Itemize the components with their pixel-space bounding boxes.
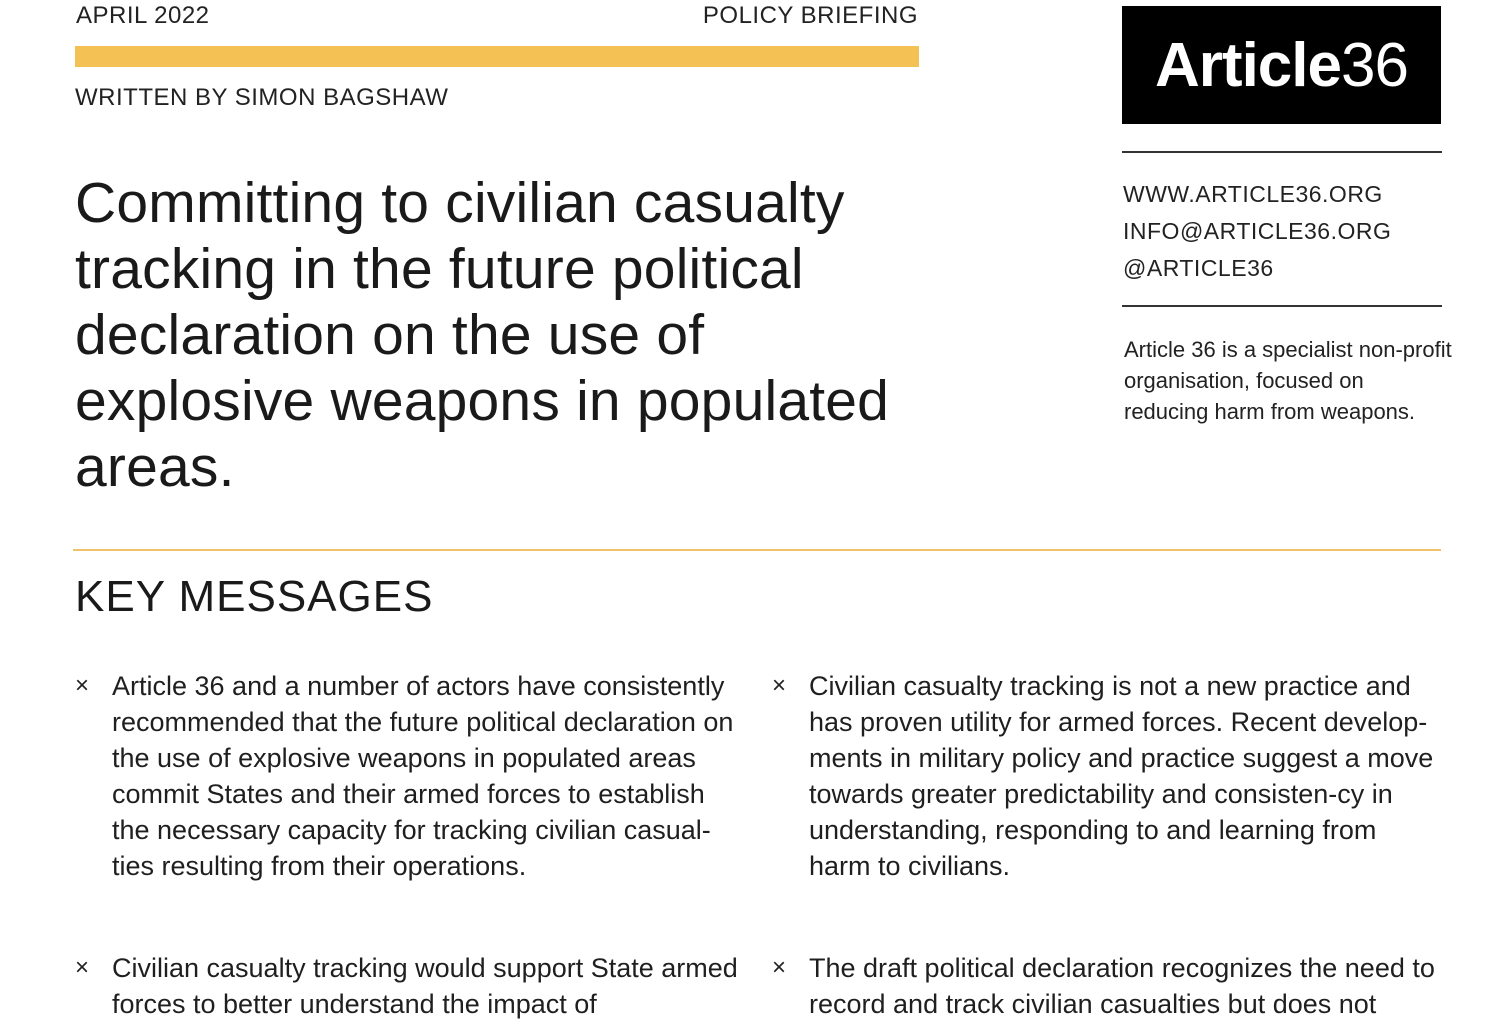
key-message-item (75, 950, 745, 1030)
article36-logo (1122, 6, 1441, 124)
section-divider (73, 549, 1441, 551)
accent-bar (75, 46, 919, 67)
cross-mark-icon: × (772, 954, 787, 981)
key-message-item (772, 668, 1442, 888)
social-handle-link[interactable]: @ARTICLE36 (1123, 255, 1274, 281)
key-message-text: Article 36 and a number of actors have consistently recommended that the future political declaration on the use of explosive weapons in populated areas commit States and their armed forces to establish the necessary capacity for tracking civilian casual-ties resulting from their operations. (112, 671, 734, 881)
document-title: Committing to civilian casualty tracking in the future political declaration on the use of explosive weapons in populated areas. (75, 171, 890, 499)
key-message-text: Civilian casualty tracking is not a new practice and has proven utility for armed forces. Recent develop-ments in military policy and practice suggest a move towards greater predictability and consisten-cy in understanding, responding to and learning from harm to civilians. (809, 671, 1434, 881)
key-message-text: The draft political declaration recognizes the need to record and track civilian casualties but does not (809, 953, 1435, 1019)
email-link[interactable]: INFO@ARTICLE36.ORG (1123, 218, 1392, 244)
cross-mark-icon: × (772, 672, 787, 699)
publication-date: APRIL 2022 (76, 2, 210, 29)
key-message-item (75, 668, 745, 888)
logo-text-bold: Article (1155, 30, 1341, 100)
contact-list (1123, 176, 1391, 287)
sidebar-divider-bottom (1122, 305, 1442, 307)
author-byline: WRITTEN BY SIMON BAGSHAW (75, 84, 449, 111)
key-message-text: Civilian casualty tracking would support State armed forces to better understand the impact of (112, 953, 738, 1019)
key-message-item (772, 950, 1442, 1030)
document-type: POLICY BRIEFING (702, 2, 918, 29)
cross-mark-icon: × (75, 954, 90, 981)
organisation-description: Article 36 is a specialist non-profit organisation, focused on reducing harm from weapons. (1124, 337, 1452, 424)
cross-mark-icon: × (75, 672, 90, 699)
logo-text-light: 36 (1341, 30, 1408, 100)
website-link[interactable]: WWW.ARTICLE36.ORG (1123, 181, 1383, 207)
sidebar-divider-top (1122, 151, 1442, 153)
logo-text (1155, 30, 1408, 101)
key-messages-heading: KEY MESSAGES (75, 572, 434, 621)
